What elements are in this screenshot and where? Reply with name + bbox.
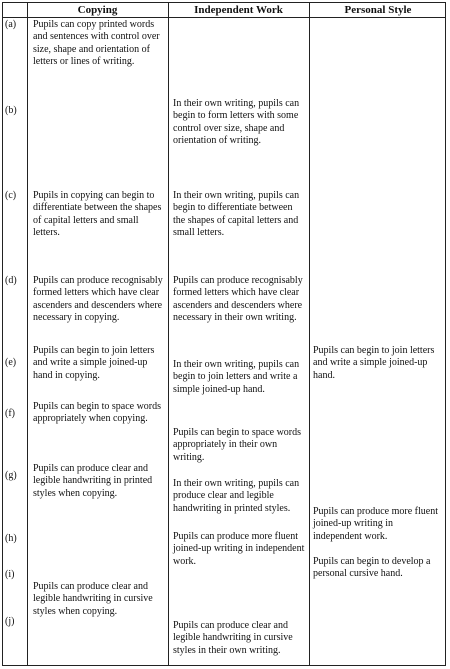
header-divider [3, 17, 445, 18]
independent-cell-e: In their own writing, pupils can begin to join letters and write a simple joined-up hand. [173, 359, 300, 395]
row-label-i: (i) [5, 569, 15, 580]
row-label-d: (d) [5, 275, 17, 286]
copying-cell-d: Pupils can produce recognisably formed letters which have clear ascenders and descenders where necessary in copying. [33, 275, 163, 324]
column-divider [309, 3, 310, 665]
independent-cell-j: Pupils can produce clear and legible handwriting in cursive styles in their own writing. [173, 620, 293, 656]
personal-cell-h: Pupils can produce more fluent joined-up writing in independent work. [313, 506, 438, 542]
column-divider [27, 3, 28, 665]
copying-cell-g: Pupils can produce clear and legible handwriting in printed styles when copying. [33, 463, 153, 499]
personal-cell-i: Pupils can begin to develop a personal cursive hand. [313, 556, 431, 580]
row-label-j: (j) [5, 616, 15, 627]
independent-cell-b: In their own writing, pupils can begin to form letters with some control over size, shape and orientation of writing. [173, 98, 300, 147]
column-divider [168, 3, 169, 665]
copying-cell-c: Pupils in copying can begin to differentiate between the shapes of capital letters and small letters. [33, 190, 162, 239]
copying-cell-a: Pupils can copy printed words and sentences with control over size, shape and orientation of letters or lines of writing. [33, 19, 160, 68]
copying-cell-f: Pupils can begin to space words appropriately when copying. [33, 401, 162, 425]
personal-cell-e: Pupils can begin to join letters and write a simple joined-up hand. [313, 345, 435, 381]
independent-cell-g: In their own writing, pupils can produce clear and legible handwriting in printed styles. [173, 478, 300, 514]
header-copying: Copying [77, 4, 118, 16]
header-independent-work: Independent Work [194, 4, 283, 16]
header-personal-style: Personal Style [344, 4, 412, 16]
independent-cell-c: In their own writing, pupils can begin to differentiate between the shapes of capital letters and small letters. [173, 190, 300, 239]
row-label-h: (h) [5, 533, 17, 544]
row-label-f: (f) [5, 408, 15, 419]
copying-cell-e: Pupils can begin to join letters and write a simple joined-up hand in copying. [33, 345, 155, 381]
row-label-b: (b) [5, 105, 17, 116]
handwriting-table [2, 2, 446, 666]
independent-cell-h: Pupils can produce more fluent joined-up writing in independent work. [173, 531, 305, 567]
row-label-c: (c) [5, 190, 17, 201]
independent-cell-f: Pupils can begin to space words appropriately in their own writing. [173, 427, 302, 463]
independent-cell-d: Pupils can produce recognisably formed letters which have clear ascenders and descenders where necessary in their own writing. [173, 275, 303, 324]
row-label-a: (a) [5, 19, 17, 30]
row-label-g: (g) [5, 470, 17, 481]
copying-cell-j: Pupils can produce clear and legible handwriting in cursive styles when copying. [33, 581, 153, 617]
row-label-e: (e) [5, 357, 17, 368]
